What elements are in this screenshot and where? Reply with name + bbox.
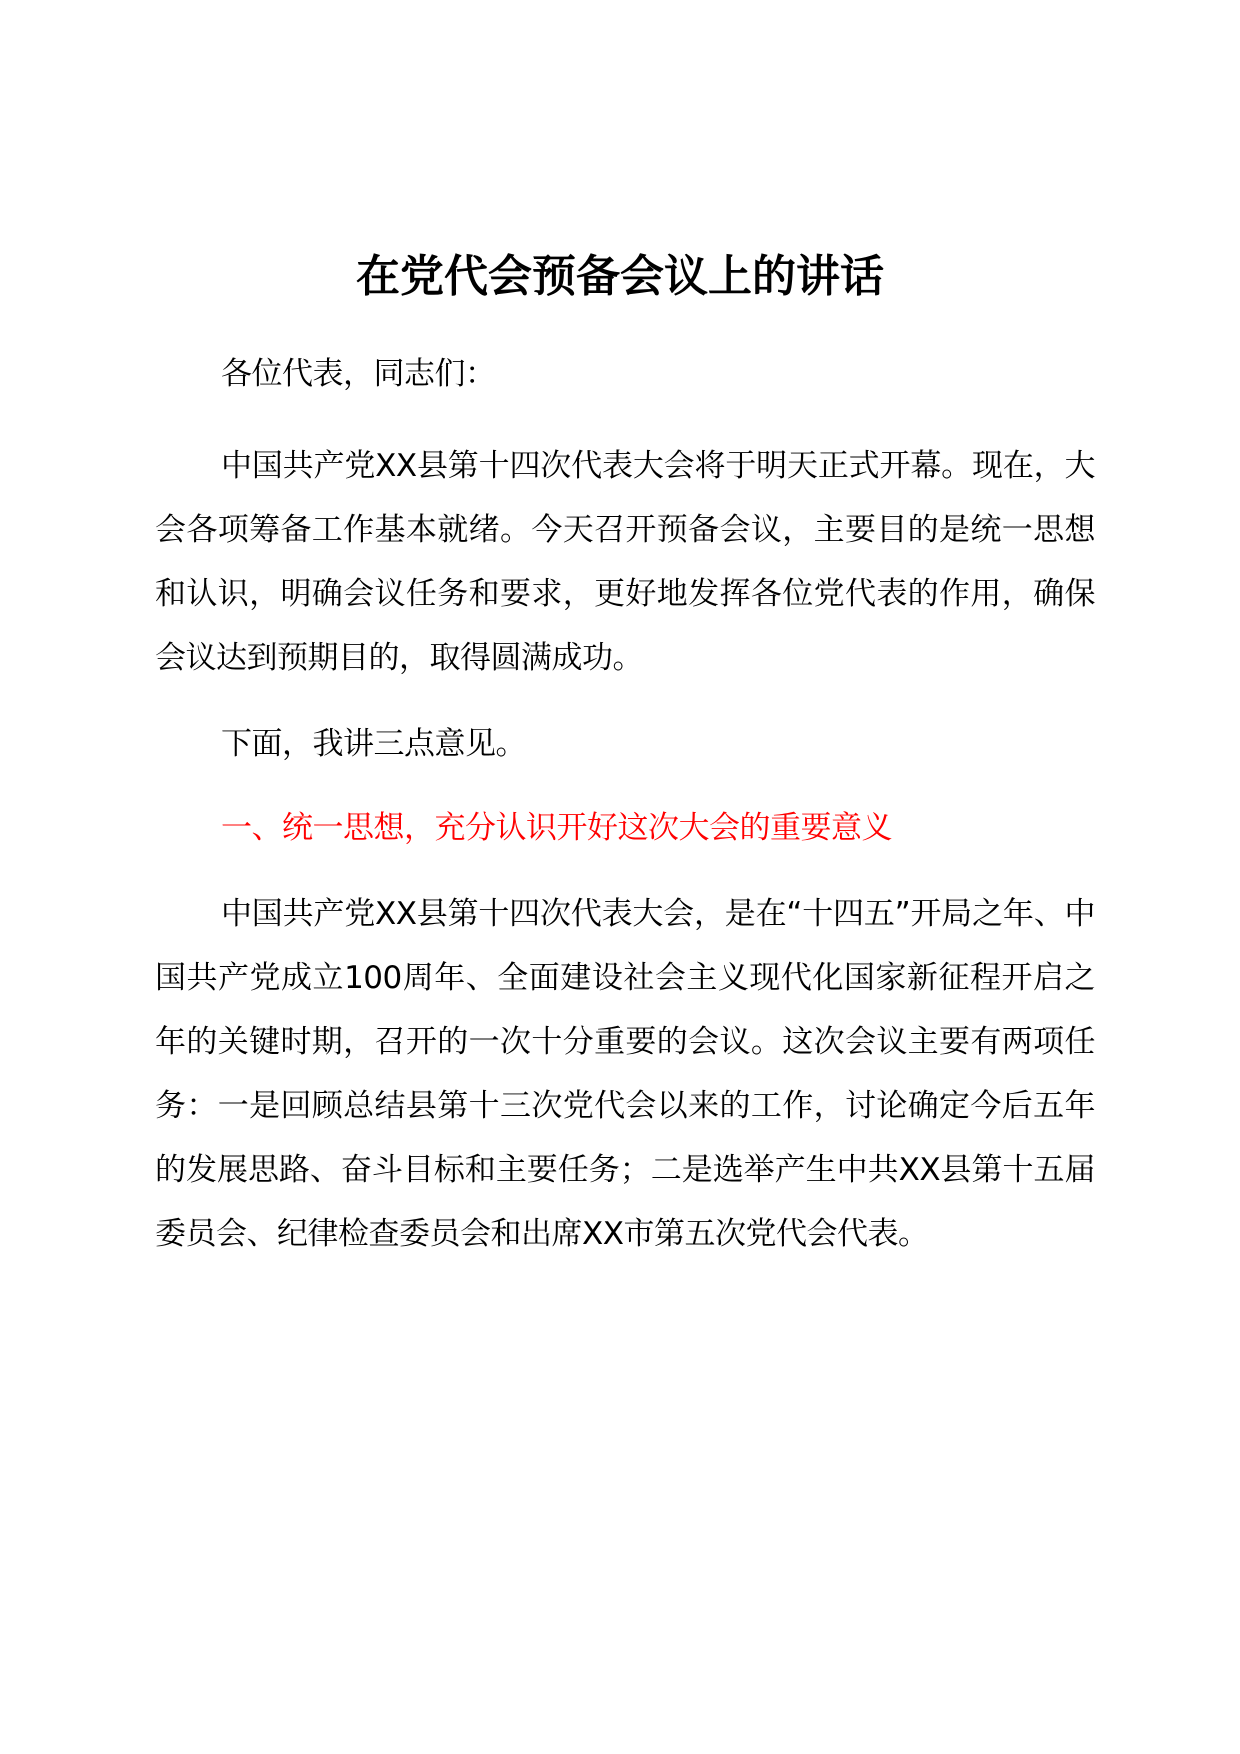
transition-paragraph: 下面，我讲三点意见。 (221, 726, 526, 762)
section-paragraph: 中国共产党XX县第十四次代表大会，是在“十四五”开局之年、中国共产党成立100周年、全面建设社会主义现代化国家新征程开启之年的关键时期，召开的一次十分重要的会议。这次会议主要有两项任务：一是回顾总结县第十三次党代会以来的工作，讨论确定今后五年的发展思路、奋斗目标和主要任务；二是选举产生中共XX县第十五届委员会、纪律检查委员会和出席XX市第五次党代会代表。 (155, 896, 1095, 1252)
document-title: 在党代会预备会议上的讲话 (356, 251, 884, 302)
section-heading: 一、统一思想，充分认识开好这次大会的重要意义 (221, 810, 892, 846)
opening-paragraph: 中国共产党XX县第十四次代表大会将于明天正式开幕。现在，大会各项筹备工作基本就绪。今天召开预备会议，主要目的是统一思想和认识，明确会议任务和要求，更好地发挥各位党代表的作用，确保会议达到预期目的，取得圆满成功。 (155, 448, 1095, 676)
greeting-paragraph: 各位代表，同志们： (221, 356, 496, 392)
